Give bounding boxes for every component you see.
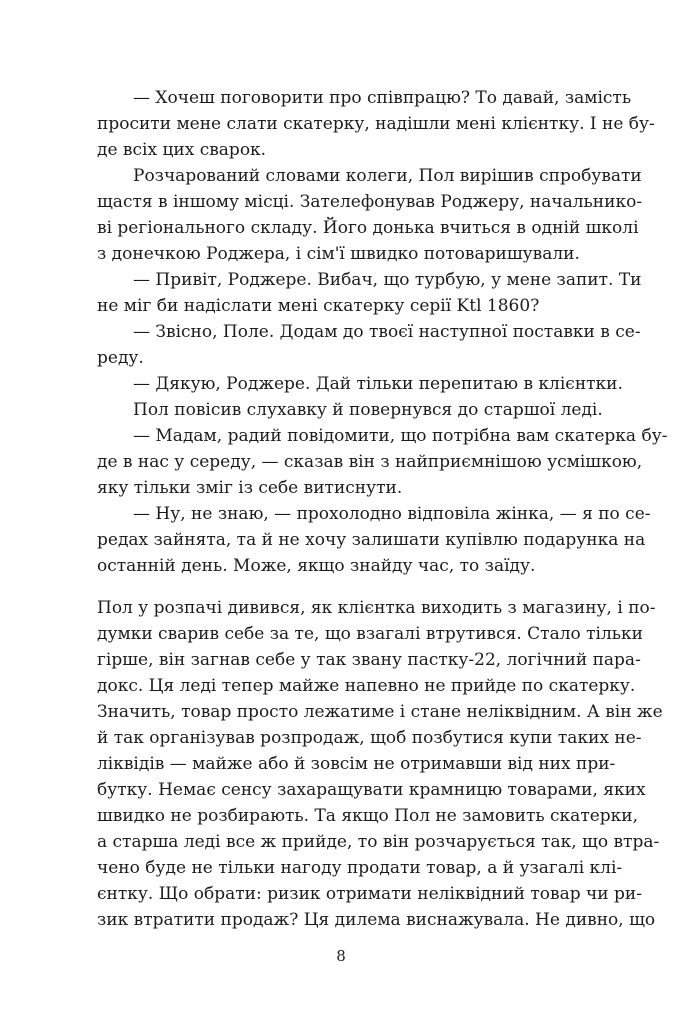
text-line: думки сварив себе за те, що взагалі втрутився. Стало тільки [97,624,643,644]
text-line: чено буде не тільки нагоду продати товар, а й узагалі клі- [97,858,623,878]
page-number: 8 [336,947,346,965]
text-line: редах зайнята, та й не хочу залишати купівлю подарунка на [97,530,646,550]
text-line: й так організував розпродаж, щоб позбутися купи таких не- [97,728,642,748]
text-line: де в нас у середу, — сказав він з найприємнішою усмішкою, [97,452,643,472]
text-line: — Привіт, Роджере. Вибач, що турбую, у мене запит. Ти [133,270,642,290]
text-line: щастя в іншому місці. Зателефонував Роджеру, начальнико- [97,192,643,212]
text-line: з донечкою Роджера, і сім'ї швидко потоваришували. [97,244,580,264]
text-line: швидко не розбирають. Та якщо Пол не замовить скатерки, [97,806,639,826]
text-line: останній день. Може, якщо знайду час, то заїду. [97,556,536,576]
text-line: докс. Ця леді тепер майже напевно не прийде по скатерку. [97,676,636,696]
text-line: а старша леді все ж прийде, то він розчарується так, що втра- [97,832,660,852]
text-line: єнтку. Що обрати: ризик отримати неліквідний товар чи ри- [97,884,642,904]
text-line: яку тільки зміг із себе витиснути. [97,478,403,498]
text-line: — Дякую, Роджере. Дай тільки перепитаю в клієнтки. [133,374,623,394]
text-line: — Звісно, Поле. Додам до твоєї наступної поставки в се- [133,322,641,342]
text-line: не міг би надіслати мені скатерку серії Ktl 1860? [97,296,540,316]
text-line: Розчарований словами колеги, Пол вирішив спробувати [133,166,642,186]
text-line: ліквідів — майже або й зовсім не отримавши від них при- [97,754,616,774]
text-line: — Хочеш поговорити про співпрацю? То давай, замість [133,88,632,108]
text-line: бутку. Немає сенсу захаращувати крамницю товарами, яких [97,780,646,800]
text-line: реду. [97,348,144,368]
text-line: Пол у розпачі дивився, як клієнтка виходить з магазину, і по- [97,598,656,618]
text-line: — Ну, не знаю, — прохолодно відповіла жінка, — я по се- [133,504,651,524]
text-line: де всіх цих сварок. [97,140,267,160]
text-line: гірше, він загнав себе у так звану пастку-22, логічний пара- [97,650,641,670]
text-line: Значить, товар просто лежатиме і стане неліквідним. А він же [97,702,663,722]
text-line: просити мене слати скатерку, надішли мені клієнтку. І не бу- [97,114,655,134]
text-line: ві регіонального складу. Його донька вчиться в одній школі [97,218,639,238]
text-line: — Мадам, радий повідомити, що потрібна вам скатерка бу- [133,426,668,446]
text-line: Пол повісив слухавку й повернувся до старшої леді. [133,400,603,420]
text-line: зик втратити продаж? Ця дилема виснажувала. Не дивно, що [97,910,656,930]
